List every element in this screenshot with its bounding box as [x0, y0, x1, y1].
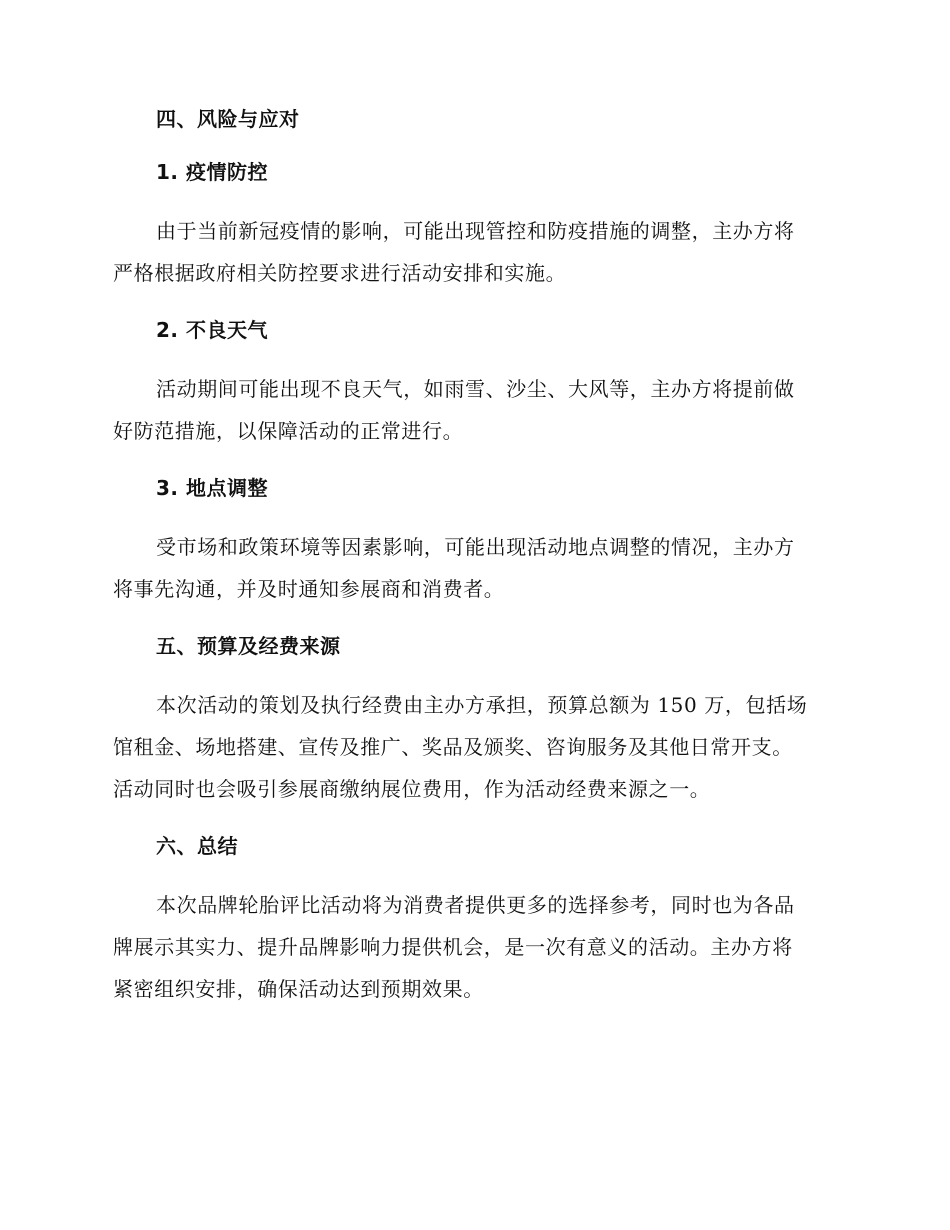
paragraph-location [113, 526, 833, 610]
text-line: 馆租金、场地搭建、宣传及推广、奖品及颁奖、咨询服务及其他日常开支。 [113, 735, 793, 759]
text-line: 由于当前新冠疫情的影响，可能出现管控和防疫措施的调整，主办方将 [156, 219, 795, 243]
text-line: 牌展示其实力、提升品牌影响力提供机会，是一次有意义的活动。主办方将 [113, 935, 793, 959]
section-heading-summary: 六、总结 [156, 834, 238, 858]
text-line: 活动同时也会吸引参展商缴纳展位费用，作为活动经费来源之一。 [113, 777, 711, 801]
document-page [113, 104, 833, 1010]
text-line: 将事先沟通，并及时通知参展商和消费者。 [113, 577, 505, 601]
text-line: 本次品牌轮胎评比活动将为消费者提供更多的选择参考，同时也为各品 [156, 893, 795, 917]
section-heading-budget: 五、预算及经费来源 [156, 634, 341, 658]
paragraph-weather [113, 368, 833, 452]
paragraph-summary [113, 884, 833, 1010]
section-heading-risk: 四、风险与应对 [156, 107, 300, 131]
paragraph-epidemic [113, 210, 833, 294]
subheading-weather: 2. 不良天气 [156, 318, 268, 342]
subheading-location: 3. 地点调整 [156, 476, 268, 500]
text-line: 本次活动的策划及执行经费由主办方承担，预算总额为 150 万，包括场 [156, 693, 808, 717]
text-line: 受市场和政策环境等因素影响，可能出现活动地点调整的情况，主办方 [156, 535, 795, 559]
text-line: 活动期间可能出现不良天气，如雨雪、沙尘、大风等，主办方将提前做 [156, 377, 795, 401]
text-line: 好防范措施，以保障活动的正常进行。 [113, 419, 464, 443]
paragraph-budget [113, 684, 833, 810]
text-line: 严格根据政府相关防控要求进行活动安排和实施。 [113, 261, 567, 285]
text-line: 紧密组织安排，确保活动达到预期效果。 [113, 977, 484, 1001]
subheading-epidemic: 1. 疫情防控 [156, 160, 268, 184]
